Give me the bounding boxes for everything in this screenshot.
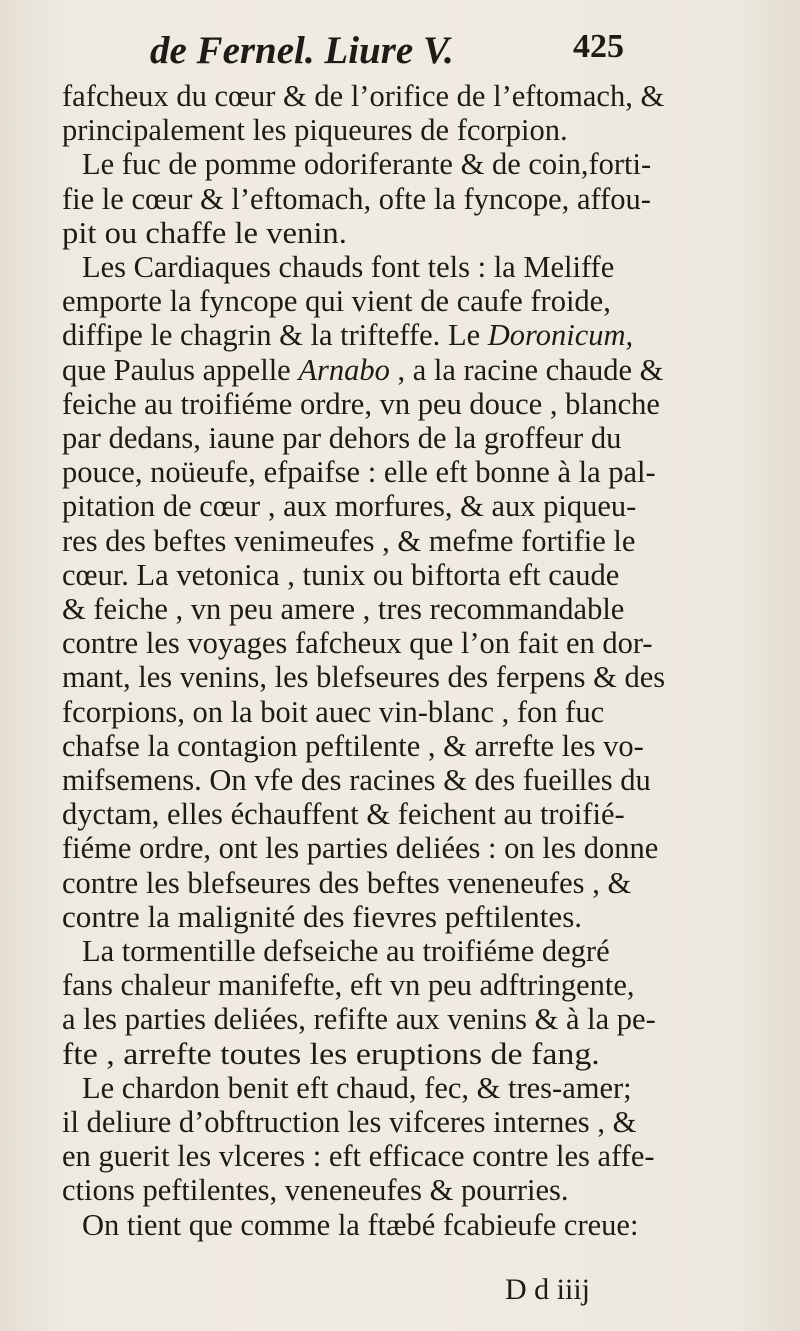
text-line-content: fte , arrefte toutes les eruptions de fang. <box>62 1036 600 1071</box>
text-line-content: dyctam, elles échauffent & feichent au troifié- <box>62 797 625 832</box>
text-line-content: mifsemens. On vfe des racines & des fueilles du <box>62 763 651 797</box>
text-line-content: que Paulus appelle Arnabo , a la racine chaude & <box>62 352 664 387</box>
text-line-content: chafse la contagion peftilente , & arrefte les vo- <box>62 728 644 763</box>
text-line-content: fie le cœur & l’eftomach, ofte la fyncope, affou- <box>62 181 651 216</box>
page-header <box>150 28 750 78</box>
text-line-content: La tormentille defseiche au troifiéme degré <box>82 934 610 968</box>
text-line <box>0 1205 800 1245</box>
text-line-content: On tient que comme la ftæbé fcabieufe creue: <box>82 1207 639 1242</box>
text-line-content: il deliure d’obftruction les vifceres internes , & <box>62 1105 637 1139</box>
text-line-content: fafcheux du cœur & de l’orifice de l’eftomach, & <box>62 79 665 113</box>
text-line-content: fiéme ordre, ont les parties deliées : on les donne <box>62 831 659 866</box>
page-number: 425 <box>573 28 624 65</box>
text-line-content: emporte la fyncope qui vient de caufe froide, <box>62 284 611 319</box>
text-line-content: & feiche , vn peu amere , tres recommandable <box>62 592 625 626</box>
text-line-content: contre les blefseures des beftes veneneufes , & <box>62 865 632 900</box>
text-line-content: contre les voyages fafcheux que l’on fait en dor- <box>62 626 653 661</box>
running-title: de Fernel. Liure V. <box>150 29 454 72</box>
text-line-content: ctions peftilentes, veneneufes & pourries. <box>62 1173 569 1208</box>
text-line-content: par dedans, iaune par dehors de la groffeur du <box>62 421 622 455</box>
signature-mark: D d iiij <box>505 1273 591 1306</box>
text-line-content: pitation de cœur , aux morfures, & aux piqueu- <box>62 489 637 524</box>
text-line-content: res des beftes venimeufes , & mefme fortifie le <box>62 523 636 558</box>
text-line-content: fans chaleur manifefte, eft vn peu adftringente, <box>62 968 635 1003</box>
text-line-content: diffipe le chagrin & la trifteffe. Le Doronicum, <box>62 318 634 353</box>
text-line-content: feiche au troifiéme ordre, vn peu douce , blanche <box>62 386 660 421</box>
text-line-content: pit ou chaffe le venin. <box>62 215 347 250</box>
text-line-content: Les Cardiaques chauds font tels : la Meliffe <box>82 250 615 284</box>
text-line-content: mant, les venins, les blefseures des ferpens & des <box>62 660 666 695</box>
text-line-content: fcorpions, on la boit auec vin-blanc , fon fuc <box>62 694 605 729</box>
text-line-content: pouce, noüeufe, efpaifse : elle eft bonne à la pal- <box>62 455 656 490</box>
text-line-content: cœur. La vetonica , tunix ou biftorta eft caude <box>62 557 620 592</box>
text-line-content: principalement les piqueures de fcorpion. <box>62 113 568 148</box>
text-line-content: Le chardon benit eft chaud, fec, & tres-amer; <box>82 1070 632 1105</box>
text-line-content: a les parties deliées, refifte aux venins & à la pe- <box>62 1002 656 1037</box>
text-line-content: Le fuc de pomme odoriferante & de coin,forti- <box>82 147 652 182</box>
text-line-content: en guerit les vlceres : eft efficace contre les affe- <box>62 1139 655 1174</box>
text-line-content: contre la malignité des fievres peftilentes. <box>62 899 583 934</box>
